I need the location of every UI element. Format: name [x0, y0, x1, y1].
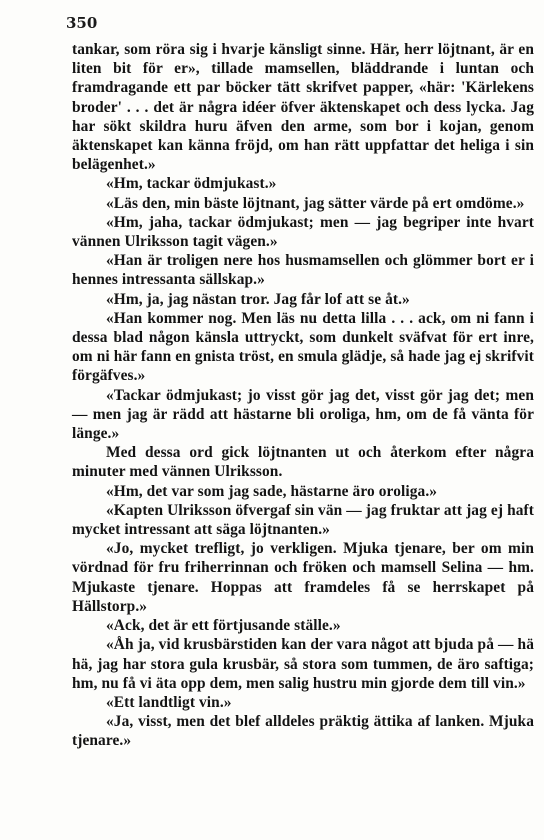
paragraph: «Hm, det var som jag sade, hästarne äro oroliga.»: [106, 482, 438, 500]
paragraph: «Hm, jaha, tackar ödmjukast; men — jag begriper inte hvart vännen Ulriksson tagit vägen.»: [72, 213, 534, 251]
paragraph: «Han kommer nog. Men läs nu detta lilla . . . ack, om ni fann i dessa blad någon känsla uttryckt, som dunkelt sväfvat för ert inre, om ni här fann en gnista tröst, en smula glädje, så hade jag ej skrifvit förgäfves.»: [72, 309, 534, 385]
body-text: [72, 40, 534, 751]
paragraph: «Tackar ödmjukast; jo visst gör jag det, visst gör jag det; men — men jag är rädd att hästarne bli oroliga, hm, om de få vänta för länge.»: [72, 386, 534, 443]
paragraph: «Jo, mycket trefligt, jo verkligen. Mjuka tjenare, ber om min vördnad för fru friherrinnan och fröken och mamsell Selina — hm. Mjukaste tjenare. Hoppas att framdeles få se herrskapet på Hällstorp.»: [72, 540, 534, 615]
paragraph: Med dessa ord gick löjtnanten ut och återkom efter några minuter med vännen Ulriksson.: [72, 444, 534, 481]
paragraph: «Hm, ja, jag nästan tror. Jag får lof att se åt.»: [106, 290, 410, 308]
paragraph: «Ett landtligt vin.»: [106, 693, 232, 711]
paragraph: «Kapten Ulriksson öfvergaf sin vän — jag fruktar att jag ej haft mycket intressant att säga löjtnanten.»: [72, 501, 534, 539]
page-number: 350: [66, 14, 98, 32]
paragraph: «Åh ja, vid krusbärstiden kan der vara något att bjuda på — hä hä, jag har stora gula krusbär, så stora som tummen, de äro saftiga; hm, nu få vi äta opp dem, men salig hustru min gjorde dem till vin.»: [72, 636, 534, 692]
paragraph: «Ja, visst, men det blef alldeles präktig ättika af lanken. Mjuka tjenare.»: [72, 713, 534, 750]
paragraph: tankar, som röra sig i hvarje känsligt sinne. Här, herr löjtnant, är en liten bit för er», tillade mamsellen, bläddrande i luntan och framdragande ett par böcker tätt skrifvet papper, «här: 'Kärlekens broder' . . . det är några idéer öfver äktenskapet och dess lycka. Jag har sökt skildra huru äfven den arme, som bor i kojan, genom äktenskapet kan känna fröjd, om han rätt uppfattar det heliga i sin belägenhet.»: [72, 41, 534, 174]
paragraph: «Han är troligen nere hos husmamsellen och glömmer bort er i hennes intressanta sällskap.»: [72, 252, 534, 289]
paragraph: «Läs den, min bäste löjtnant, jag sätter värde på ert omdöme.»: [106, 194, 525, 212]
paragraph: «Ack, det är ett förtjusande ställe.»: [106, 617, 341, 635]
paragraph: «Hm, tackar ödmjukast.»: [106, 175, 277, 193]
